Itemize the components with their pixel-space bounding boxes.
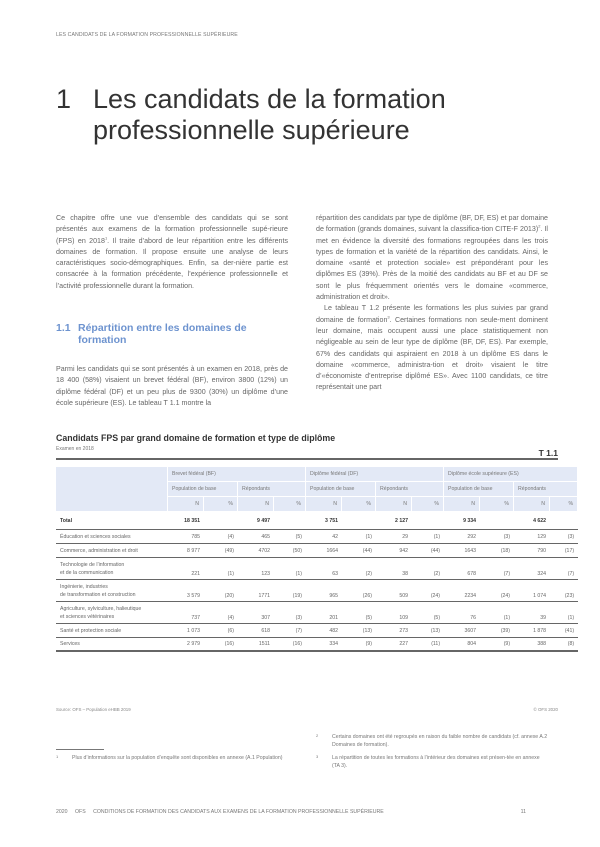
row-label-line: Commerce, administration et droit bbox=[60, 547, 138, 554]
table-cell: 465 bbox=[238, 530, 274, 544]
intro-text: Ce chapitre offre une vue d’ensemble des candidats qui se sont présentés aux examens de la formation professionnelle supé-rieure (FPS) en 2018 bbox=[56, 214, 288, 245]
table-cell: 678 bbox=[444, 558, 480, 580]
table-cell: (50) bbox=[274, 544, 306, 558]
table-row bbox=[56, 580, 578, 602]
table-cell: (18) bbox=[480, 544, 514, 558]
table-cell: (2) bbox=[342, 558, 376, 580]
table-cell: (7) bbox=[550, 558, 578, 580]
table-cell: (1) bbox=[342, 530, 376, 544]
footnote-2 bbox=[316, 733, 548, 749]
table-cell: (3) bbox=[550, 530, 578, 544]
table-cell: (24) bbox=[412, 580, 444, 602]
table-cell: (7) bbox=[480, 558, 514, 580]
table-source: Source: OFS – Population eHBB 2019 bbox=[56, 707, 131, 712]
table-cell: 3 751 bbox=[306, 512, 342, 530]
table-cell: 324 bbox=[514, 558, 550, 580]
row-label-line: Services bbox=[60, 641, 80, 647]
row-label-line: Santé et protection sociale bbox=[60, 627, 122, 634]
table-row bbox=[56, 638, 578, 652]
table-cell: 42 bbox=[306, 530, 342, 544]
table-cell: 785 bbox=[168, 530, 204, 544]
table-cell: (1) bbox=[204, 558, 238, 580]
footnote-1 bbox=[56, 754, 288, 762]
footnote-text: Certains domaines ont été regroupés en raison du faible nombre de candidats (cf. annexe A.2 Domaines de formation). bbox=[332, 734, 548, 748]
footnote-ref-3[interactable]: 3 bbox=[387, 314, 390, 320]
table-cell: 18 351 bbox=[168, 512, 204, 530]
row-label bbox=[56, 512, 168, 530]
table-cell: 737 bbox=[168, 602, 204, 624]
table-cell: 221 bbox=[168, 558, 204, 580]
table-cell: (17) bbox=[550, 544, 578, 558]
table-cell: 790 bbox=[514, 544, 550, 558]
row-label bbox=[56, 580, 168, 602]
table-cell: 388 bbox=[514, 638, 550, 652]
row-label bbox=[56, 530, 168, 544]
row-label bbox=[56, 602, 168, 624]
table-cell: (7) bbox=[274, 624, 306, 638]
header-unit: N bbox=[306, 497, 342, 512]
table-cell: 123 bbox=[238, 558, 274, 580]
table-cell: (11) bbox=[412, 638, 444, 652]
table-cell: 804 bbox=[444, 638, 480, 652]
table-cell: 482 bbox=[306, 624, 342, 638]
page-number: 11 bbox=[520, 809, 526, 815]
body-column-right bbox=[316, 213, 548, 394]
table-cell: 3 579 bbox=[168, 580, 204, 602]
footnote-ref-2[interactable]: 2 bbox=[538, 223, 541, 229]
table-cell: (39) bbox=[480, 624, 514, 638]
table-cell: (44) bbox=[412, 544, 444, 558]
table-cell: (26) bbox=[342, 580, 376, 602]
header-subgroup: Population de base bbox=[306, 482, 376, 497]
section-number: 1.1 bbox=[56, 322, 71, 334]
table-cell: 38 bbox=[376, 558, 412, 580]
table-cell: 3607 bbox=[444, 624, 480, 638]
table-cell: 307 bbox=[238, 602, 274, 624]
header-unit: % bbox=[480, 497, 514, 512]
para-right-2: Le tableau T 1.2 présente les formations les plus suivies par grand domaine de formation bbox=[316, 304, 548, 324]
table-cell: (3) bbox=[480, 530, 514, 544]
header-unit: % bbox=[274, 497, 306, 512]
table-cell: 965 bbox=[306, 580, 342, 602]
running-head: LES CANDIDATS DE LA FORMATION PROFESSIONNELLE SUPÉRIEURE bbox=[56, 32, 238, 38]
header-subgroup: Répondants bbox=[238, 482, 306, 497]
row-label-line: et de la communication bbox=[60, 569, 114, 576]
header-group: Brevet fédéral (BF) bbox=[168, 467, 306, 482]
header-unit: N bbox=[514, 497, 550, 512]
header-unit: % bbox=[412, 497, 444, 512]
table-cell: 8 977 bbox=[168, 544, 204, 558]
header-unit: % bbox=[550, 497, 578, 512]
table-cell: 4 622 bbox=[514, 512, 550, 530]
footer-year: 2020 bbox=[56, 809, 68, 815]
para-right-1: répartition des candidats par type de diplôme (BF, DF, ES) et par domaine de formation (grands domaines, suivant la classifica-tion CITE-F 2013) bbox=[316, 214, 548, 234]
table-cell: 942 bbox=[376, 544, 412, 558]
table-cell bbox=[550, 512, 578, 530]
header-subgroup: Population de base bbox=[444, 482, 514, 497]
table-cell: 2 127 bbox=[376, 512, 412, 530]
table-id: T 1.1 bbox=[538, 448, 558, 458]
table-cell: (6) bbox=[204, 624, 238, 638]
table-cell: 29 bbox=[376, 530, 412, 544]
table-cell: 9 334 bbox=[444, 512, 480, 530]
table-cell: (1) bbox=[412, 530, 444, 544]
table-cell: 1511 bbox=[238, 638, 274, 652]
row-label-line: Total bbox=[60, 517, 73, 524]
table-cell: (4) bbox=[204, 602, 238, 624]
footnote-3 bbox=[316, 754, 548, 770]
header-row-groups bbox=[56, 467, 578, 482]
table-cell: 1 878 bbox=[514, 624, 550, 638]
table-cell: 2234 bbox=[444, 580, 480, 602]
footnote-text: Plus d’informations sur la population d’enquête sont disponibles en annexe (A.1 Population) bbox=[72, 755, 283, 761]
table-subtitle: Examen en 2018 bbox=[56, 446, 94, 452]
table-cell: (3) bbox=[274, 602, 306, 624]
footer-title: CONDITIONS DE FORMATION DES CANDIDATS AUX EXAMENS DE LA FORMATION PROFESSIONNELLE SUPÉRIEURE bbox=[93, 809, 384, 815]
table-title: Candidats FPS par grand domaine de formation et type de diplôme bbox=[56, 433, 336, 443]
table-cell: 227 bbox=[376, 638, 412, 652]
header-subgroup: Répondants bbox=[376, 482, 444, 497]
data-table bbox=[56, 467, 578, 652]
table-cell: 292 bbox=[444, 530, 480, 544]
header-blank bbox=[56, 467, 168, 512]
chapter-title: Les candidats de la formation professionnelle supérieure bbox=[93, 84, 446, 145]
table-cell: (5) bbox=[274, 530, 306, 544]
table-cell: 201 bbox=[306, 602, 342, 624]
header-subgroup: Population de base bbox=[168, 482, 238, 497]
para-right-1-rest: . Il met en évidence la diversité des formations regroupées dans les trois types de formation et la variété de la répartition des candidats. Ainsi, le domaine «santé et protection sociale» est prépondérant pour les diplômes ES (39%). Près de la moitié des candidats au BF et au DF se sont le plus fréquemment orientés vers le domaine «commerce, administration et droit». bbox=[316, 225, 548, 302]
table-cell bbox=[342, 512, 376, 530]
table-cell: (16) bbox=[204, 638, 238, 652]
footer-org: OFS bbox=[75, 809, 86, 815]
footnote-mark: 3 bbox=[316, 754, 319, 759]
page-footer bbox=[56, 809, 558, 815]
row-label bbox=[56, 624, 168, 638]
table-cell: 509 bbox=[376, 580, 412, 602]
para-right-2-rest: . Certaines formations non seule-ment dominent leur domaine, mais occupent aussi une place statistiquement non négligeable au sein de leur type de diplôme (BF, DF, ES). Par exemple, 67% des candidats qui aspiraient en 2018 à un diplôme ES dans le domaine «commerce, administra-tion et droit» visaient le titre d’«économiste d’entreprise diplômé ES». Avec 1100 candidats, ce titre représentait une part bbox=[316, 315, 548, 392]
footnote-ref-1[interactable]: 1 bbox=[104, 235, 108, 241]
table-cell: (8) bbox=[550, 638, 578, 652]
header-unit: N bbox=[238, 497, 274, 512]
table-cell: (13) bbox=[342, 624, 376, 638]
table-cell: (1) bbox=[274, 558, 306, 580]
table-cell bbox=[480, 512, 514, 530]
footnote-rule bbox=[56, 749, 104, 750]
table-cell bbox=[204, 512, 238, 530]
table-row bbox=[56, 544, 578, 558]
table-cell: 334 bbox=[306, 638, 342, 652]
table-cell: 39 bbox=[514, 602, 550, 624]
table-row bbox=[56, 512, 578, 530]
table-cell: 1 074 bbox=[514, 580, 550, 602]
row-label-line: et sciences vétérinaires bbox=[60, 613, 115, 620]
table-row bbox=[56, 624, 578, 638]
header-unit: % bbox=[204, 497, 238, 512]
intro-paragraph bbox=[56, 213, 288, 292]
table-cell: (20) bbox=[204, 580, 238, 602]
table-cell: (24) bbox=[480, 580, 514, 602]
table-cell: 618 bbox=[238, 624, 274, 638]
table-cell: (44) bbox=[342, 544, 376, 558]
table-cell: (9) bbox=[480, 638, 514, 652]
table-cell: (16) bbox=[274, 638, 306, 652]
table-cell: 4702 bbox=[238, 544, 274, 558]
row-label-line: Agriculture, sylviculture, halieutique bbox=[60, 606, 142, 612]
footnote-text: La répartition de toutes les formations à l’intérieur des domaines est présen-tée en annexe (TA 3). bbox=[332, 755, 540, 769]
footnote-mark: 2 bbox=[316, 733, 319, 738]
table-cell: (5) bbox=[412, 602, 444, 624]
row-label-line: Ingénierie, industries bbox=[60, 584, 108, 590]
intro-text-rest: . Il traite d’abord de leur répartition entre les différents domaines de formation. Il propose ensuite une analyse de leurs caractéristiques socio-démographiques. Enfin, sa der-nière partie est consacrée à la formation précédente, l’expérience professionnelle et l’activité professionnelle durant la formation. bbox=[56, 236, 288, 290]
header-unit: N bbox=[444, 497, 480, 512]
table-cell: 109 bbox=[376, 602, 412, 624]
header-subgroup: Répondants bbox=[514, 482, 578, 497]
para-left: Parmi les candidats qui se sont présentés à un examen en 2018, près de 18 400 (58%) visaient un brevet fédéral (BF), environ 3800 (12%) un diplôme fédéral (DF) et un peu plus de 9300 (30%) un diplôme d’une école supérieure (ES). Le tableau T 1.1 montre la bbox=[56, 365, 288, 407]
row-label bbox=[56, 638, 168, 652]
header-unit: N bbox=[168, 497, 204, 512]
row-label-line: Technologie de l’information bbox=[60, 562, 125, 568]
body-paragraph-left bbox=[56, 364, 288, 409]
table-cell: 1 073 bbox=[168, 624, 204, 638]
table-cell: 129 bbox=[514, 530, 550, 544]
header-unit: % bbox=[342, 497, 376, 512]
table-cell: (4) bbox=[204, 530, 238, 544]
row-label-line: de transformation et construction bbox=[60, 591, 136, 598]
table-cell: 273 bbox=[376, 624, 412, 638]
table-cell: (1) bbox=[550, 602, 578, 624]
header-group: Diplôme école supérieure (ES) bbox=[444, 467, 578, 482]
table-cell: 2 979 bbox=[168, 638, 204, 652]
table-cell: 76 bbox=[444, 602, 480, 624]
table-cell: 1664 bbox=[306, 544, 342, 558]
table-cell: (5) bbox=[342, 602, 376, 624]
table-cell: (41) bbox=[550, 624, 578, 638]
chapter-number: 1 bbox=[56, 84, 72, 114]
table-cell: 1771 bbox=[238, 580, 274, 602]
header-group: Diplôme fédéral (DF) bbox=[306, 467, 444, 482]
table-cell: 1643 bbox=[444, 544, 480, 558]
table-cell: (13) bbox=[412, 624, 444, 638]
table-cell: (49) bbox=[204, 544, 238, 558]
table-top-rule bbox=[56, 458, 558, 460]
table-cell: (9) bbox=[342, 638, 376, 652]
table-cell bbox=[412, 512, 444, 530]
table-cell: (1) bbox=[480, 602, 514, 624]
footnote-mark: 1 bbox=[56, 754, 59, 759]
row-label bbox=[56, 558, 168, 580]
table-cell bbox=[274, 512, 306, 530]
table-cell: 63 bbox=[306, 558, 342, 580]
table-row bbox=[56, 602, 578, 624]
table-row bbox=[56, 530, 578, 544]
table-cell: (19) bbox=[274, 580, 306, 602]
row-label bbox=[56, 544, 168, 558]
table-row bbox=[56, 558, 578, 580]
table-cell: (23) bbox=[550, 580, 578, 602]
table-cell: (2) bbox=[412, 558, 444, 580]
table-cell: 9 497 bbox=[238, 512, 274, 530]
header-unit: N bbox=[376, 497, 412, 512]
section-title: Répartition entre les domaines de formation bbox=[78, 322, 247, 346]
row-label-line: Éducation et sciences sociales bbox=[60, 533, 131, 540]
table-copyright: © OFS 2020 bbox=[533, 707, 558, 712]
